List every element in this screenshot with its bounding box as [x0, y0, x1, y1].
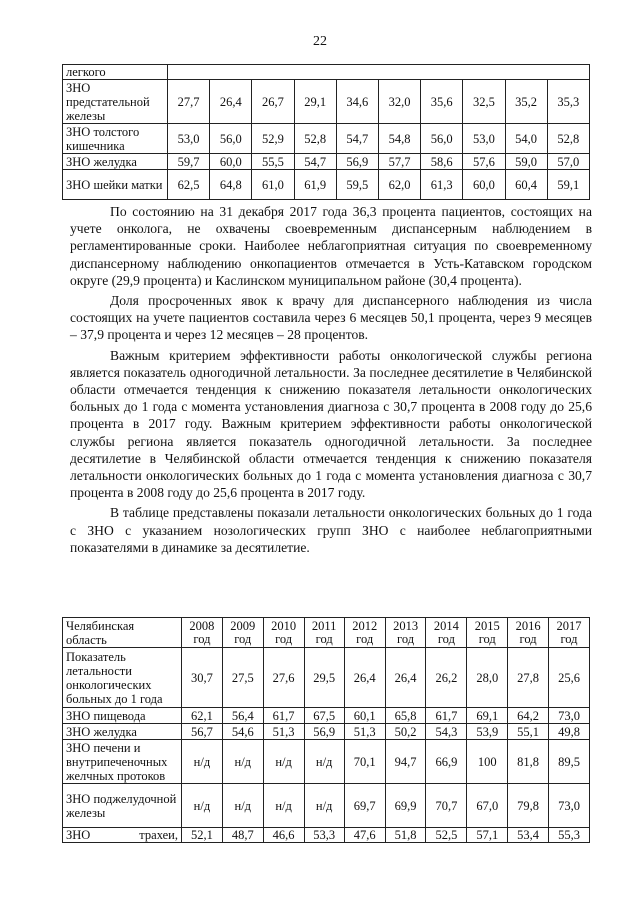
table-row: [63, 124, 590, 154]
year-label: 2012: [352, 618, 378, 633]
table-cell: 34,6: [336, 80, 378, 124]
table-cell: 51,3: [263, 724, 304, 740]
table-cell: 59,7: [168, 154, 210, 170]
year-suffix: год: [437, 631, 455, 646]
table-cell: 79,8: [508, 784, 549, 828]
year-header: [385, 618, 426, 648]
table-row: [63, 80, 590, 124]
table-cell: 62,5: [168, 170, 210, 200]
table-cell: 94,7: [385, 740, 426, 784]
year-label: 2016: [515, 618, 541, 633]
table-cell: 57,7: [378, 154, 420, 170]
table-cell: н/д: [304, 784, 344, 828]
table-row: [63, 648, 590, 708]
year-label: 2008: [189, 618, 215, 633]
table-cell: 56,0: [210, 124, 252, 154]
year-header: [182, 618, 223, 648]
table-cell: 57,0: [547, 154, 589, 170]
table-cell: 61,7: [263, 708, 304, 724]
table-cell: 54,6: [222, 724, 263, 740]
table-cell: 55,5: [252, 154, 294, 170]
table-cell: 46,6: [263, 828, 304, 843]
table-cell: 26,4: [385, 648, 426, 708]
table-cell: 69,1: [467, 708, 508, 724]
year-suffix: год: [234, 631, 252, 646]
year-header: [508, 618, 549, 648]
table-row: [63, 65, 590, 80]
table-cell: 73,0: [549, 784, 590, 828]
table-cell: 26,7: [252, 80, 294, 124]
table-cell: н/д: [263, 740, 304, 784]
table-cell: 56,9: [304, 724, 344, 740]
table-cell: 52,5: [426, 828, 467, 843]
table-cell: 54,3: [426, 724, 467, 740]
row-label: ЗНО трахеи,: [63, 828, 182, 843]
table-cell: 70,1: [344, 740, 385, 784]
paragraph: Доля просроченных явок к врачу для диспансерного наблюдения из числа состоящих на учете пациентов составила через 6 месяцев 50,1 процента, через 9 месяцев – 37,9 процента и через 12 месяцев – 28 процентов.: [70, 293, 592, 343]
table-cell: 51,8: [385, 828, 426, 843]
table-cell: 53,4: [508, 828, 549, 843]
table-cell: 52,8: [294, 124, 336, 154]
table-cell: 35,6: [421, 80, 463, 124]
table-cell: 27,6: [263, 648, 304, 708]
year-suffix: год: [315, 631, 333, 646]
table-cell: 32,0: [378, 80, 420, 124]
table-cell: 61,7: [426, 708, 467, 724]
table-cell: 32,5: [463, 80, 505, 124]
table-cell: 35,3: [547, 80, 589, 124]
table-cell: 65,8: [385, 708, 426, 724]
table-cell: 52,1: [182, 828, 223, 843]
year-suffix: год: [560, 631, 578, 646]
table-cell: н/д: [304, 740, 344, 784]
table-cell: 53,0: [463, 124, 505, 154]
year-suffix: год: [356, 631, 374, 646]
table-cell: 53,9: [467, 724, 508, 740]
table-cell: 25,6: [549, 648, 590, 708]
table-cell: 56,4: [222, 708, 263, 724]
row-label: ЗНО предстательной железы: [63, 80, 168, 124]
year-label: 2009: [230, 618, 256, 633]
table-cell: 64,2: [508, 708, 549, 724]
table-cell: 60,1: [344, 708, 385, 724]
year-label: 2015: [474, 618, 500, 633]
table-cell: 58,6: [421, 154, 463, 170]
table-cell: 61,3: [421, 170, 463, 200]
table-cell: 57,1: [467, 828, 508, 843]
table-cell: н/д: [182, 784, 223, 828]
table-cell: 53,0: [168, 124, 210, 154]
table-cell: 53,3: [304, 828, 344, 843]
table-row: [63, 170, 590, 200]
table-cell: 52,9: [252, 124, 294, 154]
table-cell: 73,0: [549, 708, 590, 724]
table-cell: 26,4: [344, 648, 385, 708]
table-row: [63, 740, 590, 784]
row-label: ЗНО пищевода: [63, 708, 182, 724]
table-cell: 27,7: [168, 80, 210, 124]
table-cell: 69,7: [344, 784, 385, 828]
table-cell: н/д: [222, 740, 263, 784]
table-cell: 35,2: [505, 80, 547, 124]
row-label: ЗНО толстого кишечника: [63, 124, 168, 154]
row-label: легкого: [63, 65, 168, 80]
year-label: 2010: [271, 618, 297, 633]
table-cell: 64,8: [210, 170, 252, 200]
year-suffix: год: [519, 631, 537, 646]
page-number: 22: [313, 34, 327, 49]
year-label: 2017: [556, 618, 582, 633]
table-cell: н/д: [222, 784, 263, 828]
row-label: Показатель летальности онкологических больных до 1 года: [63, 648, 182, 708]
table-row: [63, 154, 590, 170]
table-cell: 51,3: [344, 724, 385, 740]
table-header-row: [63, 618, 590, 648]
year-header: [549, 618, 590, 648]
table-cell: 27,5: [222, 648, 263, 708]
table-cell: 60,0: [463, 170, 505, 200]
table-cell: 54,0: [505, 124, 547, 154]
row-label: ЗНО поджелудочной железы: [63, 784, 182, 828]
table-cell: 47,6: [344, 828, 385, 843]
table-cell: 61,9: [294, 170, 336, 200]
table-cell: 27,8: [508, 648, 549, 708]
year-header: [263, 618, 304, 648]
table-cell: 26,2: [426, 648, 467, 708]
table-cell: 52,8: [547, 124, 589, 154]
table-cell: 89,5: [549, 740, 590, 784]
table-cell: 61,0: [252, 170, 294, 200]
table-cell: 62,1: [182, 708, 223, 724]
year-header: [426, 618, 467, 648]
table-cell: 50,2: [385, 724, 426, 740]
mortality-table: [62, 617, 590, 843]
table-cell: 29,1: [294, 80, 336, 124]
table-cell: 60,4: [505, 170, 547, 200]
table-cell: 69,9: [385, 784, 426, 828]
row-label: ЗНО шейки матки: [63, 170, 168, 200]
table-cell-empty: [168, 65, 590, 80]
table-cell: 81,8: [508, 740, 549, 784]
table-cell: 100: [467, 740, 508, 784]
table-cell: 54,7: [336, 124, 378, 154]
table-cell: 57,6: [463, 154, 505, 170]
year-label: 2013: [393, 618, 419, 633]
year-suffix: год: [478, 631, 496, 646]
year-suffix: год: [193, 631, 211, 646]
year-label: 2011: [311, 618, 337, 633]
table-cell: 62,0: [378, 170, 420, 200]
table-cell: 59,1: [547, 170, 589, 200]
table-row: [63, 708, 590, 724]
year-header: [304, 618, 344, 648]
table-cell: 67,0: [467, 784, 508, 828]
table-cell: 48,7: [222, 828, 263, 843]
year-suffix: год: [397, 631, 415, 646]
table-cell: 28,0: [467, 648, 508, 708]
corner-header: Челябинская область: [63, 618, 182, 648]
table-row: [63, 784, 590, 828]
table-cell: 70,7: [426, 784, 467, 828]
year-suffix: год: [275, 631, 293, 646]
table-cell: 26,4: [210, 80, 252, 124]
paragraph: В таблице представлены показали летальности онкологических больных до 1 года с ЗНО с указанием нозологических групп ЗНО с наиболее неблагоприятными показателями в динамике за десятилетие.: [70, 505, 592, 555]
table-cell: 49,8: [549, 724, 590, 740]
table-cell: 54,7: [294, 154, 336, 170]
table-cell: 56,7: [182, 724, 223, 740]
table-cell: 67,5: [304, 708, 344, 724]
body-text: [70, 203, 592, 556]
table-cell: 30,7: [182, 648, 223, 708]
table-cell: н/д: [263, 784, 304, 828]
paragraph: По состоянию на 31 декабря 2017 года 36,3 процента пациентов, состоящих на учете онколога, не охвачены своевременным диспансерным наблюдением в регламентированные сроки. Наиболее неблагоприятная ситуация по своевременному диспансерному наблюдению онкопациентов отмечается в Усть-Катавском городском округе (29,9 процента) и Каслинском муниципальном районе (30,4 процента).: [70, 204, 592, 288]
table-cell: 59,5: [336, 170, 378, 200]
table-cell: 54,8: [378, 124, 420, 154]
year-header: [344, 618, 385, 648]
table-row: [63, 724, 590, 740]
year-label: 2014: [433, 618, 459, 633]
table-cell: 59,0: [505, 154, 547, 170]
table-cell: н/д: [182, 740, 223, 784]
survival-table-continued: [62, 64, 590, 200]
year-header: [222, 618, 263, 648]
table-row: [63, 828, 590, 843]
row-label: ЗНО желудка: [63, 724, 182, 740]
table-cell: 55,3: [549, 828, 590, 843]
table-cell: 60,0: [210, 154, 252, 170]
table-cell: 56,9: [336, 154, 378, 170]
table-cell: 56,0: [421, 124, 463, 154]
row-label: ЗНО желудка: [63, 154, 168, 170]
year-header: [467, 618, 508, 648]
table-cell: 55,1: [508, 724, 549, 740]
row-label: ЗНО печени и внутрипеченочных желчных протоков: [63, 740, 182, 784]
paragraph: Важным критерием эффективности работы онкологической службы региона является показатель одногодичной летальности. За последнее десятилетие в Челябинской области отмечается тенденция к снижению показателя летальности онкологических больных до 1 года с момента установления диагноза с 30,7 процента в 2008 году до 25,6 процента в 2017 году. Важным критерием эффективности работы онкологической службы региона является показатель одногодичной летальности. За последнее десятилетие в Челябинской области отмечается тенденция к снижению показателя летальности онкологических больных до 1 года с момента установления диагноза с 30,7 процента в 2008 году до 25,6 процента в 2017 году.: [70, 347, 592, 501]
table-cell: 29,5: [304, 648, 344, 708]
table-cell: 66,9: [426, 740, 467, 784]
